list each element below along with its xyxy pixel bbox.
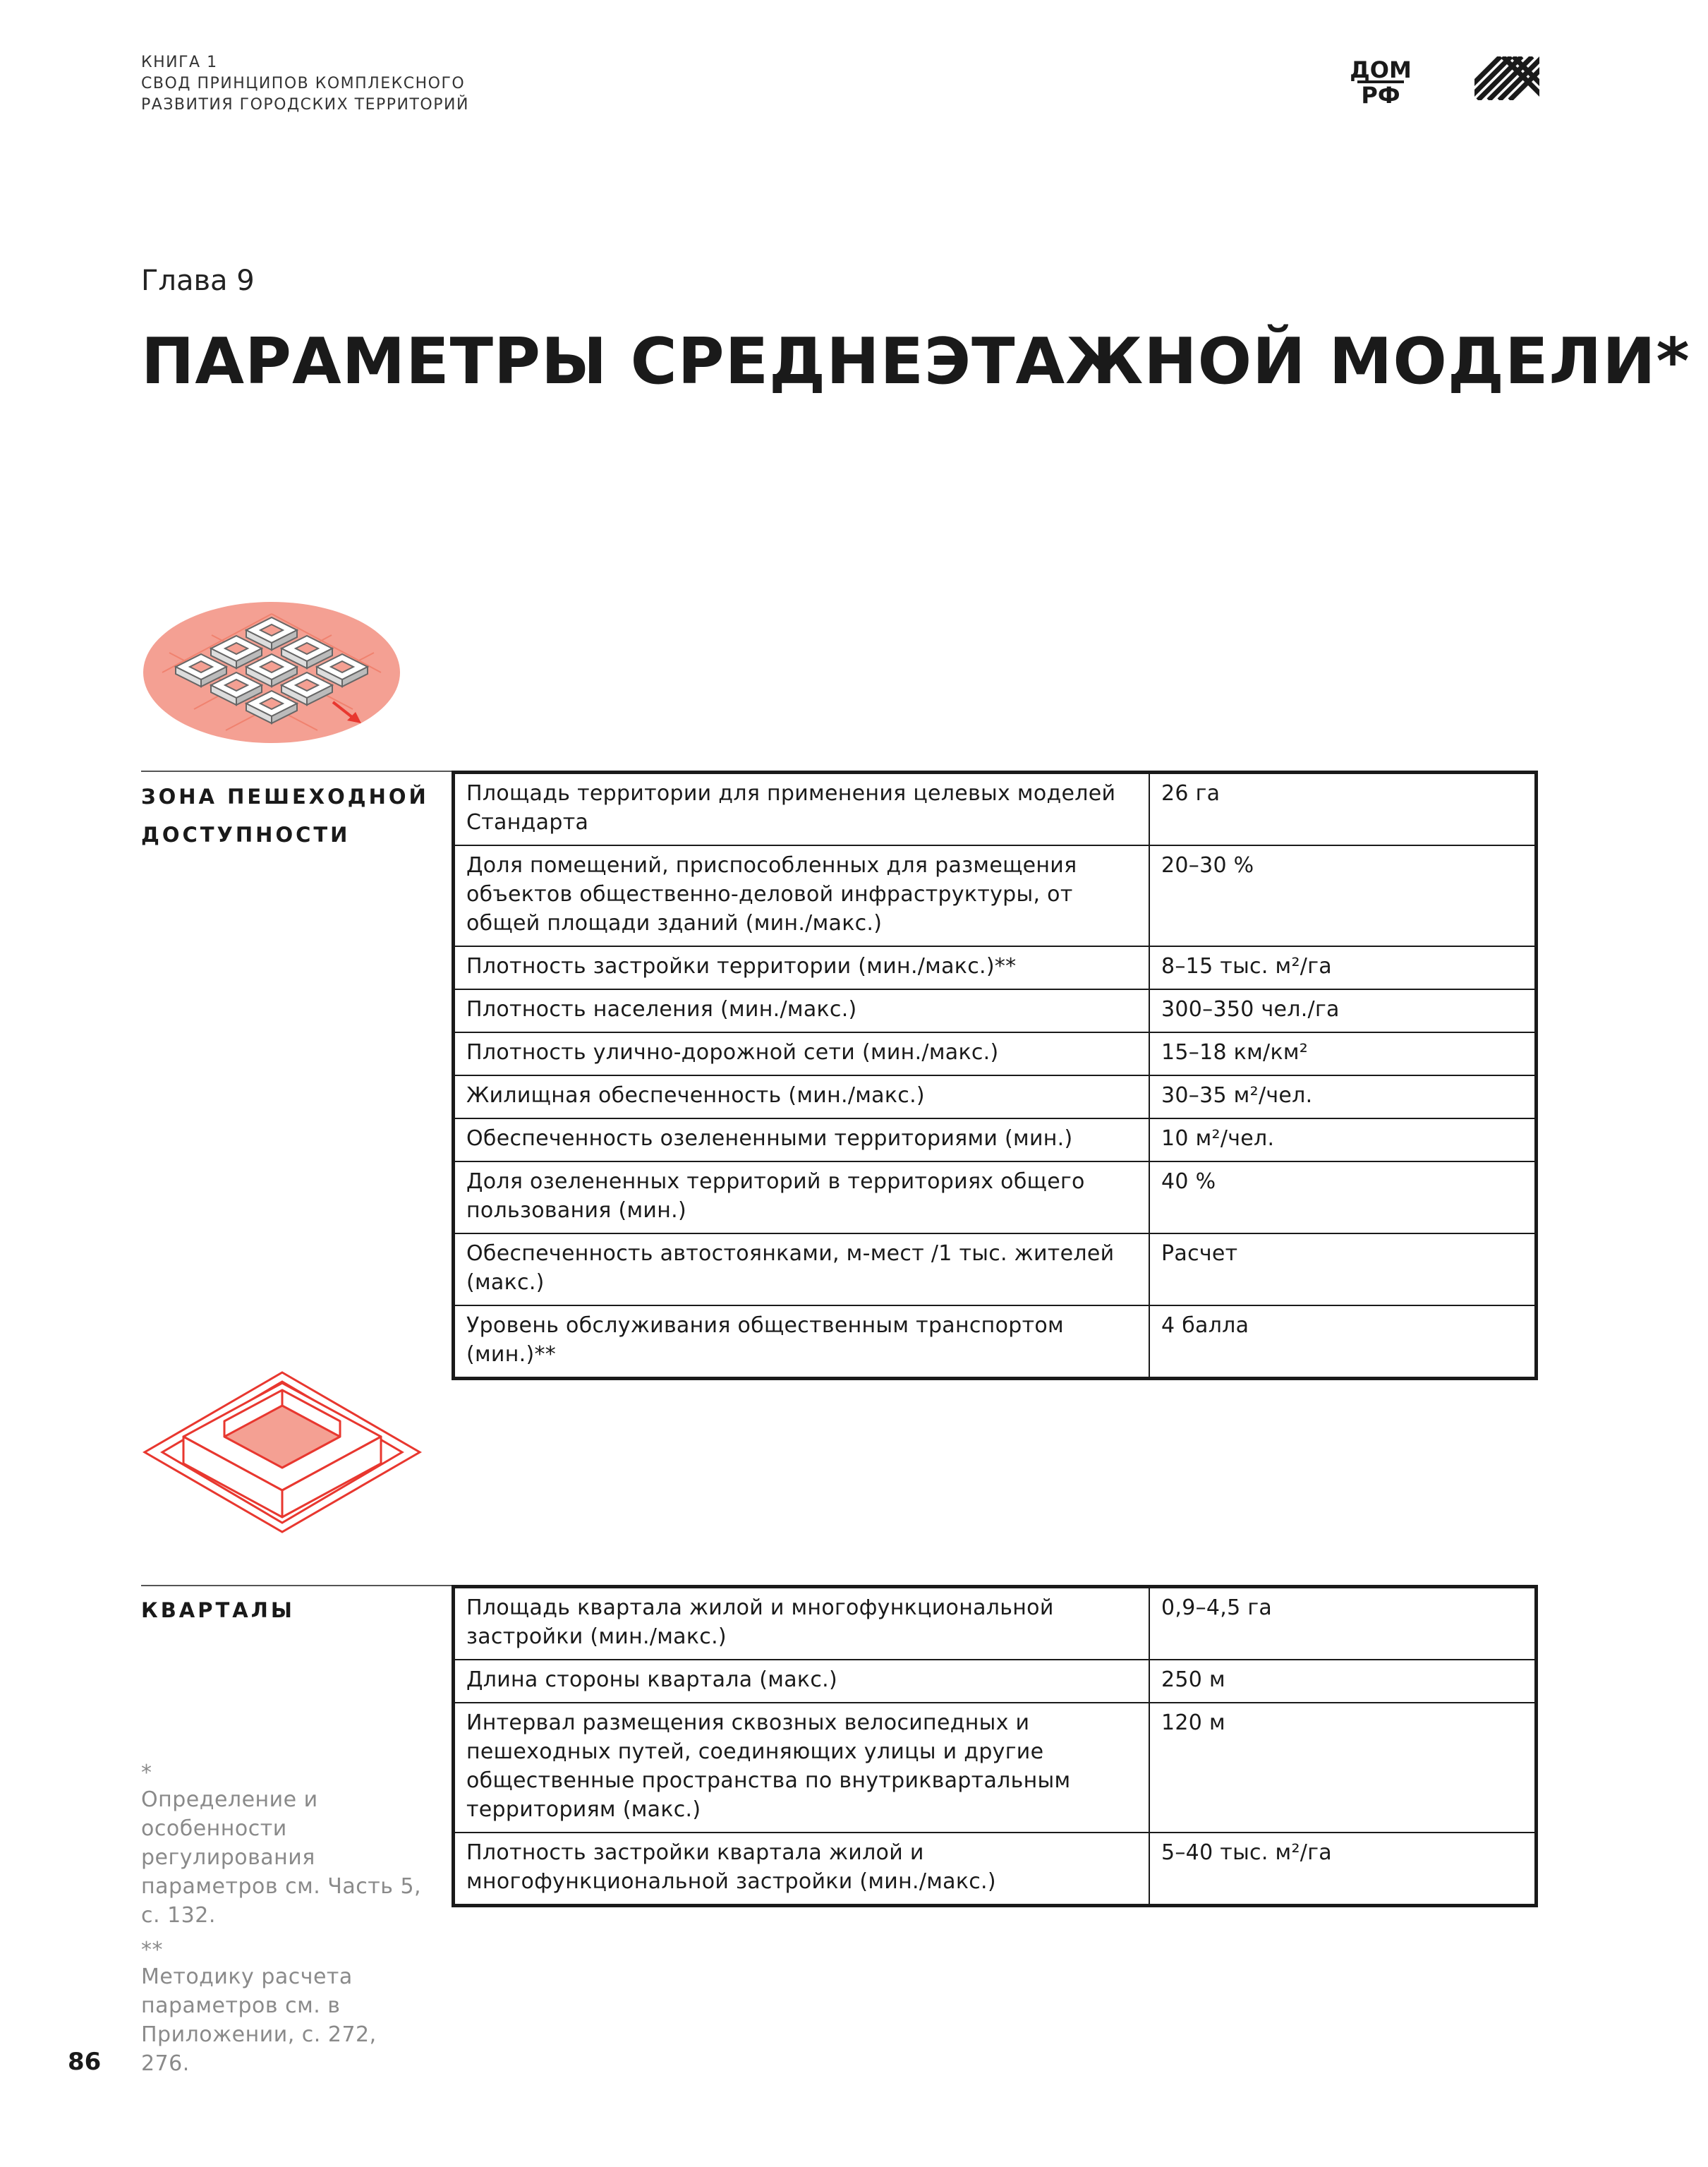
footnote-text: Определение и особенности регулирования параметров см. Часть 5, с. 132. bbox=[141, 1787, 422, 1928]
section-label-line: ЗОНА ПЕШЕХОДНОЙ bbox=[141, 785, 429, 809]
param-name: Жилищная обеспеченность (мин./макс.) bbox=[454, 1075, 1150, 1118]
table-row bbox=[454, 1305, 1537, 1379]
param-value: 10 м²/чел. bbox=[1149, 1118, 1537, 1161]
param-value: 300–350 чел./га bbox=[1149, 989, 1537, 1032]
param-name: Площадь территории для применения целевых моделей Стандарта bbox=[454, 773, 1150, 846]
param-name: Плотность улично-дорожной сети (мин./макс.) bbox=[454, 1032, 1150, 1075]
param-value: 20–30 % bbox=[1149, 845, 1537, 946]
param-name: Площадь квартала жилой и многофункциональной застройки (мин./макс.) bbox=[454, 1587, 1150, 1660]
table-row bbox=[454, 1233, 1537, 1305]
param-value: 8–15 тыс. м²/га bbox=[1149, 946, 1537, 989]
book-header-line: КНИГА 1 bbox=[141, 54, 218, 71]
blocks-params-table bbox=[452, 1585, 1538, 1907]
walking-zone-params-table bbox=[452, 771, 1538, 1380]
param-value: Расчет bbox=[1149, 1233, 1537, 1305]
page-title: ПАРАМЕТРЫ СРЕДНЕЭТАЖНОЙ МОДЕЛИ* bbox=[141, 325, 1690, 399]
logo-top-text: ДОМ bbox=[1350, 56, 1412, 83]
page-number: 86 bbox=[68, 2048, 102, 2076]
table-row bbox=[454, 845, 1537, 946]
param-value: 250 м bbox=[1149, 1660, 1537, 1703]
table-row bbox=[454, 989, 1537, 1032]
table-row bbox=[454, 1703, 1537, 1833]
param-name: Доля озелененных территорий в территориях общего пользования (мин.) bbox=[454, 1161, 1150, 1233]
table-row bbox=[454, 1161, 1537, 1233]
footnotes bbox=[141, 1761, 423, 2078]
table-row bbox=[454, 773, 1537, 846]
param-value: 5–40 тыс. м²/га bbox=[1149, 1833, 1537, 1906]
section-label-blocks bbox=[141, 1591, 295, 1629]
dom-rf-logo bbox=[1350, 56, 1412, 109]
param-value: 26 га bbox=[1149, 773, 1537, 846]
param-value: 0,9–4,5 га bbox=[1149, 1587, 1537, 1660]
param-name: Обеспеченность озелененными территориями (мин.) bbox=[454, 1118, 1150, 1161]
param-name: Длина стороны квартала (макс.) bbox=[454, 1660, 1150, 1703]
footnote-mark: * bbox=[141, 1761, 152, 1785]
param-name: Уровень обслуживания общественным транспортом (мин.)** bbox=[454, 1305, 1150, 1379]
param-name: Доля помещений, приспособленных для размещения объектов общественно-деловой инфраструктуры, от общей площади зданий (мин./макс.) bbox=[454, 845, 1150, 946]
param-name: Плотность застройки квартала жилой и многофункциональной застройки (мин./макс.) bbox=[454, 1833, 1150, 1906]
chapter-label: Глава 9 bbox=[141, 265, 255, 297]
table-row bbox=[454, 1032, 1537, 1075]
section-rule bbox=[141, 1585, 453, 1586]
param-value: 4 балла bbox=[1149, 1305, 1537, 1379]
footnote-text: Методику расчета параметров см. в Приложении, с. 272, 276. bbox=[141, 1964, 377, 2076]
param-value: 40 % bbox=[1149, 1161, 1537, 1233]
table-row bbox=[454, 1075, 1537, 1118]
section-label-walking-zone bbox=[141, 778, 429, 854]
book-header bbox=[141, 52, 469, 116]
book-header-line: СВОД ПРИНЦИПОВ КОМПЛЕКСНОГО bbox=[141, 75, 466, 92]
table-row bbox=[454, 946, 1537, 989]
walking-zone-blocks-icon bbox=[141, 596, 402, 755]
table-row bbox=[454, 1660, 1537, 1703]
param-name: Плотность населения (мин./макс.) bbox=[454, 989, 1150, 1032]
param-value: 120 м bbox=[1149, 1703, 1537, 1833]
footnote-mark: ** bbox=[141, 1938, 163, 1962]
section-label-line: КВАРТАЛЫ bbox=[141, 1598, 295, 1622]
logo-bottom-text: РФ bbox=[1361, 82, 1400, 109]
param-name: Обеспеченность автостоянками, м-мест /1 тыс. жителей (макс.) bbox=[454, 1233, 1150, 1305]
table-row bbox=[454, 1587, 1537, 1660]
table-row bbox=[454, 1118, 1537, 1161]
param-name: Плотность застройки территории (мин./макс.)** bbox=[454, 946, 1150, 989]
section-label-line: ДОСТУПНОСТИ bbox=[141, 823, 351, 847]
param-value: 15–18 км/км² bbox=[1149, 1032, 1537, 1075]
param-value: 30–35 м²/чел. bbox=[1149, 1075, 1537, 1118]
param-name: Интервал размещения сквозных велосипедных и пешеходных путей, соединяющих улицы и другие общественные пространства по внутриквартальным территориям (макс.) bbox=[454, 1703, 1150, 1833]
table-row bbox=[454, 1833, 1537, 1906]
book-header-line: РАЗВИТИЯ ГОРОДСКИХ ТЕРРИТОРИЙ bbox=[141, 96, 469, 114]
city-block-icon bbox=[141, 1369, 423, 1538]
section-rule bbox=[141, 771, 453, 772]
diagonal-stripe-logo-icon bbox=[1474, 56, 1539, 100]
